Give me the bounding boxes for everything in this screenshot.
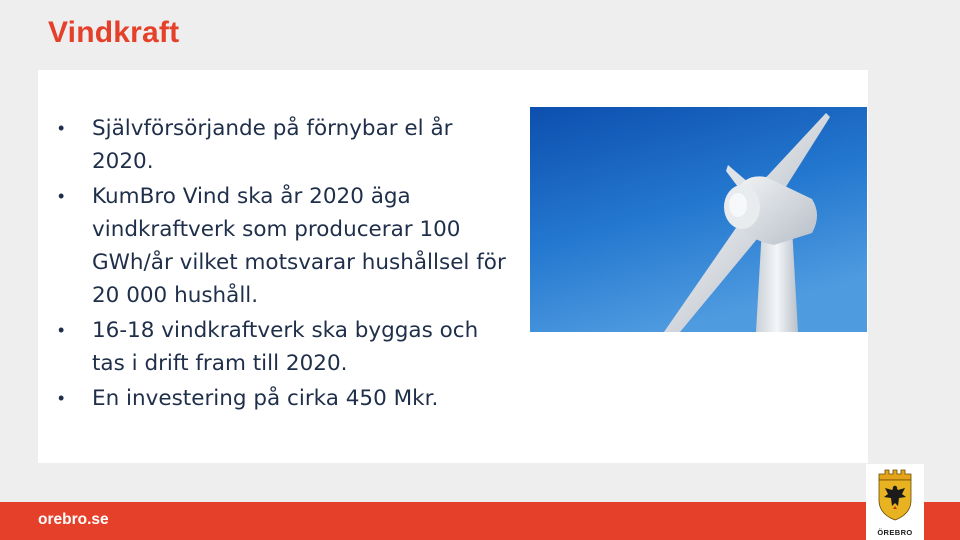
- bullet-item: • Självförsörjande på förnybar el år 2020.: [92, 112, 512, 178]
- bullet-item: • 16-18 vindkraftverk ska byggas och tas i drift fram till 2020.: [92, 314, 512, 380]
- slide-title: Vindkraft: [48, 16, 180, 49]
- wind-turbine-photo: [530, 107, 867, 332]
- bullet-item: • En investering på cirka 450 Mkr.: [92, 382, 512, 415]
- orebro-logo: [866, 464, 924, 540]
- footer-url[interactable]: orebro.se: [38, 511, 109, 528]
- logo-label: ÖREBRO: [877, 528, 913, 537]
- bullet-item: • KumBro Vind ska år 2020 äga vindkraftverk som producerar 100 GWh/år vilket motsvarar hushållsel för 20 000 hushåll.: [92, 180, 512, 312]
- footer-bar: [0, 502, 960, 540]
- bullet-list: [92, 112, 512, 417]
